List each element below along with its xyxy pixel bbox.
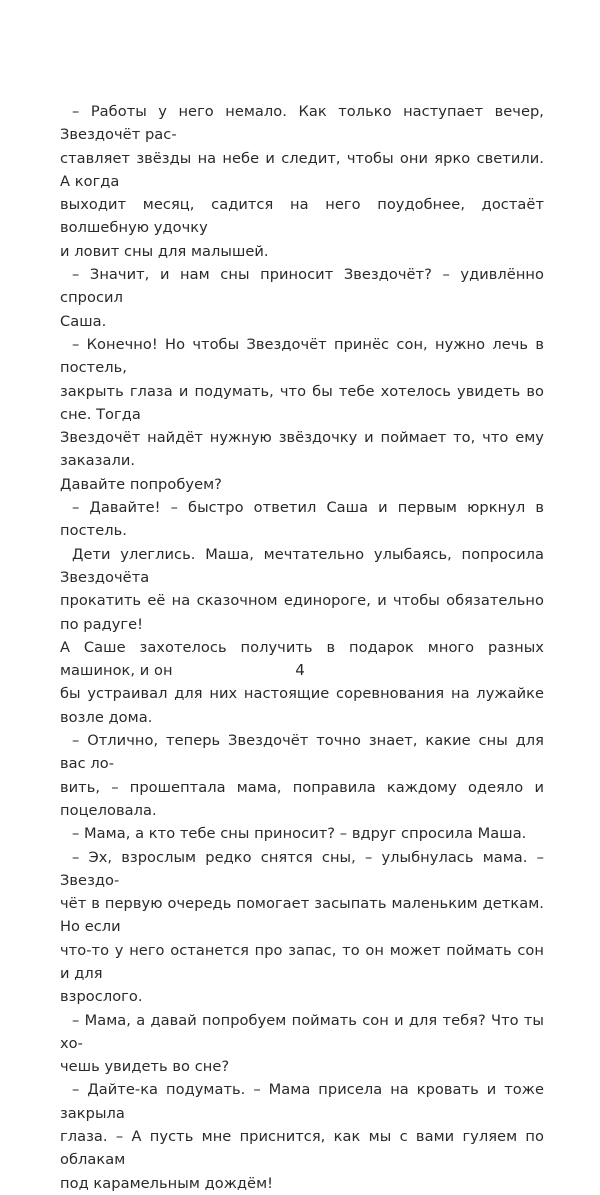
paragraph-7: – Мама, а кто тебе сны приносит? – вдруг спросила Маша. xyxy=(72,825,527,843)
paragraph-8: – Эх, взрослым редко снятся сны, – улыбнулась мама. – Звездо- чёт в первую очередь помогает засыпать маленьким деткам. Но если что-то у него останется про запас, то он может поймать сон и для взрослого. xyxy=(60,848,544,1006)
paragraph-4: – Давайте! – быстро ответил Саша и первым юркнул в постель. xyxy=(60,499,544,540)
paragraph-9: – Мама, а давай попробуем поймать сон и для тебя? Что ты хо- чешь увидеть во сне? xyxy=(60,1011,544,1076)
paragraph-10: – Дайте-ка подумать. – Мама присела на кровать и тоже закрыла глаза. – А пусть мне приснится, как мы с вами гуляем по облакам под карамельным дождём! xyxy=(60,1081,544,1192)
paragraph-2: – Значит, и нам сны приносит Звездочёт? – удивлённо спросил Саша. xyxy=(60,266,544,330)
story-text xyxy=(60,100,544,1195)
paragraph-6: – Отлично, теперь Звездочёт точно знает, какие сны для вас ло- вить, – прошептала мама, поправила каждому одеяло и поцеловала. xyxy=(60,732,544,819)
paragraph-5: Дети улеглись. Маша, мечтательно улыбаясь, попросила Звездочёта прокатить её на сказочном единороге, и чтобы обязательно по радуге! А Саше захотелось получить в подарок много разных машинок, и он бы устраивал для них настоящие соревнования на лужайке возле дома. xyxy=(60,545,544,726)
paragraph-3: – Конечно! Но чтобы Звездочёт принёс сон, нужно лечь в постель, закрыть глаза и подумать, что бы тебе хотелось увидеть во сне. Тогда Звездочёт найдёт нужную звёздочку и поймает то, что ему заказали. Давайте попробуем? xyxy=(60,335,544,493)
page-number: 4 xyxy=(295,661,305,679)
paragraph-1: – Работы у него немало. Как только наступает вечер, Звездочёт рас- ставляет звёзды на небе и следит, чтобы они ярко светили. А когда выходит месяц, садится на него поудобнее, достаёт волшебную удочку и ловит сны для малышей. xyxy=(60,103,544,260)
